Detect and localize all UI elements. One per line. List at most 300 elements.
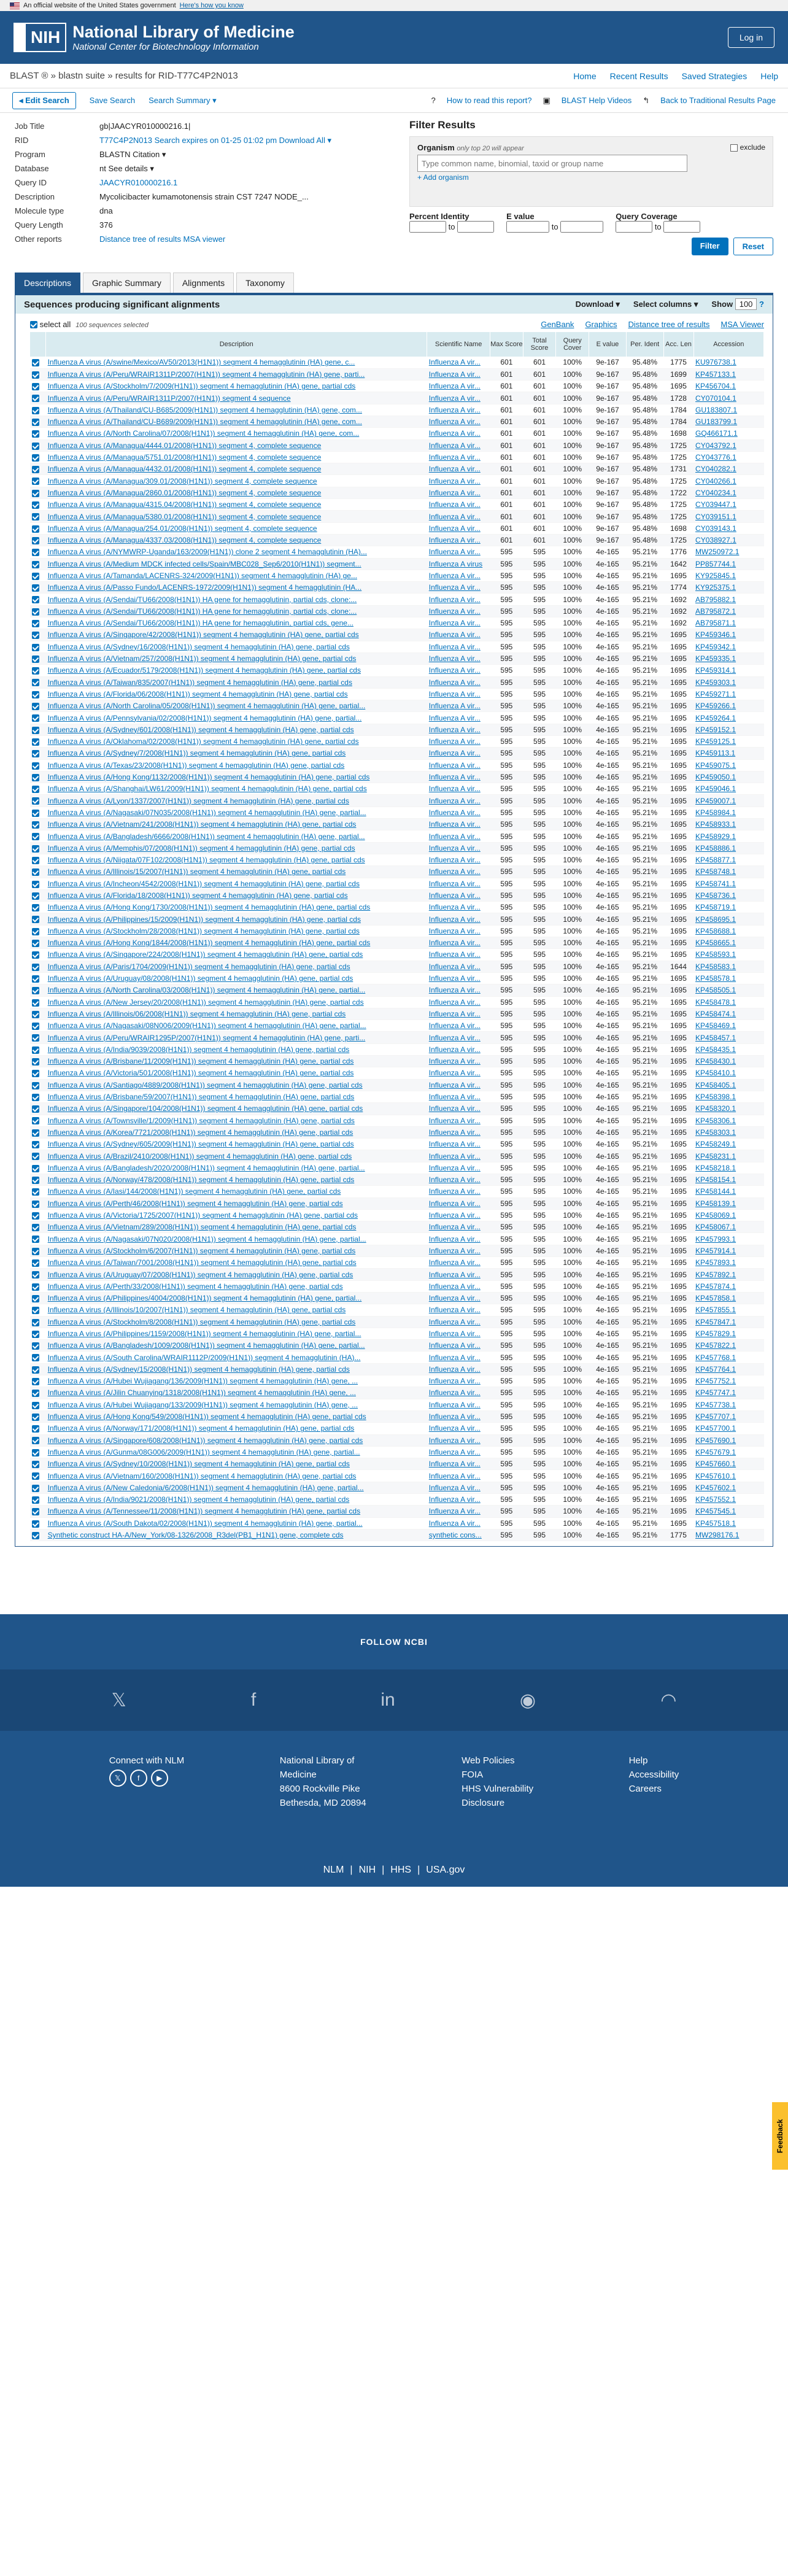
- scientific-name-link[interactable]: Influenza A vir...: [428, 1483, 481, 1492]
- description-link[interactable]: Influenza A virus (A/Norway/171/2008(H1N1)) segment 4 hemagglutinin (HA) gene, partial cds: [47, 1424, 355, 1433]
- scientific-name-link[interactable]: Influenza A vir...: [428, 1116, 481, 1125]
- accession-link[interactable]: KP459346.1: [695, 630, 736, 640]
- description-link[interactable]: Influenza A virus (A/Illinois/06/2008(H1N1)) segment 4 hemagglutinin (HA) gene, partial cds: [47, 1009, 346, 1018]
- accession-link[interactable]: KP457690.1: [695, 1436, 736, 1445]
- accession-link[interactable]: CY043776.1: [695, 453, 736, 462]
- scientific-name-link[interactable]: Influenza A vir...: [428, 1104, 481, 1113]
- accession-link[interactable]: GU183807.1: [695, 405, 738, 414]
- scientific-name-link[interactable]: Influenza A vir...: [428, 903, 481, 912]
- accession-link[interactable]: AB795882.1: [695, 595, 736, 604]
- description-link[interactable]: Influenza A virus (A/swine/Mexico/AV50/2013(H1N1)) segment 4 hemagglutinin (HA) gene, c...: [47, 358, 355, 367]
- description-link[interactable]: Influenza A virus (A/Managua/5380.01/2008(H1N1)) segment 4, complete sequence: [47, 512, 322, 521]
- scientific-name-link[interactable]: Influenza A vir...: [428, 500, 481, 509]
- scientific-name-link[interactable]: Influenza A vir...: [428, 393, 481, 403]
- scientific-name-link[interactable]: Influenza A vir...: [428, 583, 481, 592]
- row-checkbox[interactable]: [32, 928, 39, 935]
- accession-link[interactable]: KP458505.1: [695, 986, 736, 995]
- row-checkbox[interactable]: [32, 1508, 39, 1515]
- accession-link[interactable]: KP459075.1: [695, 760, 736, 770]
- description-link[interactable]: Influenza A virus (A/Sydney/16/2008(H1N1)) segment 4 hemagglutinin (HA) gene, partial cds: [47, 642, 350, 651]
- accession-link[interactable]: KP457545.1: [695, 1507, 736, 1516]
- row-checkbox[interactable]: [32, 774, 39, 781]
- accession-link[interactable]: KP458069.1: [695, 1211, 736, 1220]
- scientific-name-link[interactable]: Influenza A vir...: [428, 666, 481, 675]
- row-checkbox[interactable]: [32, 1011, 39, 1018]
- accession-link[interactable]: KP457768.1: [695, 1353, 736, 1362]
- row-checkbox[interactable]: [32, 892, 39, 900]
- description-link[interactable]: Influenza A virus (A/Brazil/2410/2008(H1N1)) segment 4 hemagglutinin (HA) gene, partial cds: [47, 1151, 352, 1161]
- traditional-results-link[interactable]: Back to Traditional Results Page: [660, 95, 776, 105]
- row-checkbox[interactable]: [32, 821, 39, 829]
- accession-link[interactable]: KP458583.1: [695, 962, 736, 971]
- add-organism-link[interactable]: + Add organism: [417, 173, 469, 182]
- description-link[interactable]: Influenza A virus (A/Sydney/10/2008(H1N1)) segment 4 hemagglutinin (HA) gene, partial cds: [47, 1460, 350, 1469]
- description-link[interactable]: Synthetic construct HA-A/New_York/08-1326/2008_R3del(PB1_H1N1) gene, complete cds: [47, 1531, 344, 1540]
- scientific-name-link[interactable]: Influenza A vir...: [428, 1495, 481, 1504]
- scientific-name-link[interactable]: Influenza A vir...: [428, 1270, 481, 1279]
- row-checkbox[interactable]: [32, 1378, 39, 1385]
- youtube-icon[interactable]: ▶: [151, 1770, 168, 1787]
- description-link[interactable]: Influenza A virus (A/Managua/4315.04/2008(H1N1)) segment 4, complete sequence: [47, 500, 322, 509]
- job-value[interactable]: Distance tree of results MSA viewer: [99, 234, 226, 244]
- accession-link[interactable]: KP458231.1: [695, 1151, 736, 1161]
- accession-link[interactable]: KP457679.1: [695, 1447, 736, 1456]
- accession-link[interactable]: CY040234.1: [695, 488, 736, 497]
- scientific-name-link[interactable]: Influenza A vir...: [428, 1305, 481, 1315]
- help-link[interactable]: Accessibility: [628, 1770, 679, 1781]
- accession-link[interactable]: KP459342.1: [695, 642, 736, 651]
- column-header[interactable]: Acc. Len: [663, 332, 693, 357]
- breadcrumb[interactable]: BLAST ® » blastn suite » results for RID-T77C4P2N013: [10, 71, 238, 81]
- column-header[interactable]: Total Score: [523, 332, 556, 357]
- description-link[interactable]: Influenza A virus (A/North Carolina/03/2008(H1N1)) segment 4 hemagglutinin (HA) gene, partial...: [47, 986, 366, 995]
- scientific-name-link[interactable]: Influenza A vir...: [428, 749, 481, 758]
- accession-link[interactable]: KP458306.1: [695, 1116, 736, 1125]
- description-link[interactable]: Influenza A virus (A/Sydney/15/2008(H1N1)) segment 4 hemagglutinin (HA) gene, partial cds: [47, 1364, 350, 1374]
- row-checkbox[interactable]: [32, 964, 39, 971]
- description-link[interactable]: Influenza A virus (A/Victoria/501/2008(H1N1)) segment 4 hemagglutinin (HA) gene, partial cds: [47, 1069, 354, 1078]
- accession-link[interactable]: AB795871.1: [695, 619, 736, 628]
- scientific-name-link[interactable]: Influenza A vir...: [428, 1093, 481, 1102]
- scientific-name-link[interactable]: Influenza A vir...: [428, 997, 481, 1007]
- description-link[interactable]: Influenza A virus (A/Stockholm/8/2008(H1N1)) segment 4 hemagglutinin (HA) gene, partial cds: [47, 1317, 356, 1326]
- accession-link[interactable]: GU183799.1: [695, 417, 738, 427]
- description-link[interactable]: Influenza A virus (A/North Carolina/05/2008(H1N1)) segment 4 hemagglutinin (HA) gene, partial...: [47, 702, 366, 711]
- row-checkbox[interactable]: [32, 999, 39, 1007]
- description-link[interactable]: Influenza A virus (A/Tennessee/11/2008(H1N1)) segment 4 hemagglutinin (HA) gene, partial cds: [47, 1507, 361, 1516]
- row-checkbox[interactable]: [32, 1034, 39, 1042]
- scientific-name-link[interactable]: Influenza A vir...: [428, 1045, 481, 1054]
- description-link[interactable]: Influenza A virus (A/New Caledonia/6/2008(H1N1)) segment 4 hemagglutinin (HA) gene, partial...: [47, 1483, 364, 1492]
- tab-alignments[interactable]: Alignments: [173, 273, 234, 293]
- accession-link[interactable]: KP458748.1: [695, 867, 736, 876]
- accession-link[interactable]: KP457552.1: [695, 1495, 736, 1504]
- scientific-name-link[interactable]: Influenza A vir...: [428, 760, 481, 770]
- scientific-name-link[interactable]: Influenza A vir...: [428, 465, 481, 474]
- tab-graphic-summary[interactable]: Graphic Summary: [83, 273, 171, 293]
- row-checkbox[interactable]: [32, 1141, 39, 1148]
- percent-identity-min[interactable]: [409, 221, 446, 233]
- row-checkbox[interactable]: [32, 644, 39, 651]
- accession-link[interactable]: KP457660.1: [695, 1460, 736, 1469]
- row-checkbox[interactable]: [32, 632, 39, 639]
- organism-input[interactable]: [417, 155, 687, 172]
- row-checkbox[interactable]: [32, 537, 39, 544]
- scientific-name-link[interactable]: synthetic cons...: [428, 1531, 482, 1540]
- scientific-name-link[interactable]: Influenza A vir...: [428, 737, 481, 746]
- description-link[interactable]: Influenza A virus (A/Vietnam/257/2008(H1N1)) segment 4 hemagglutinin (HA) gene, partial cds: [47, 654, 357, 663]
- description-link[interactable]: Influenza A virus (A/Managua/4432.01/2008(H1N1)) segment 4, complete sequence: [47, 465, 322, 474]
- scientific-name-link[interactable]: Influenza A vir...: [428, 547, 481, 557]
- row-checkbox[interactable]: [32, 1153, 39, 1160]
- description-link[interactable]: Influenza A virus (A/Florida/06/2008(H1N1)) segment 4 hemagglutinin (HA) gene, partial cds: [47, 689, 348, 698]
- nav-link-home[interactable]: Home: [573, 71, 597, 81]
- description-link[interactable]: Influenza A virus (A/Jilin Chuanying/1318/2008(H1N1)) segment 4 hemagglutinin (HA) gene, ...: [47, 1388, 356, 1398]
- description-link[interactable]: Influenza A virus (A/Victoria/1725/2007(H1N1)) segment 4 hemagglutinin (HA) gene, partial cds: [47, 1211, 358, 1220]
- row-checkbox[interactable]: [32, 513, 39, 520]
- row-checkbox[interactable]: [32, 857, 39, 864]
- description-link[interactable]: Influenza A virus (A/Vietnam/289/2008(H1N1)) segment 4 hemagglutinin (HA) gene, partial cds: [47, 1223, 357, 1232]
- column-header[interactable]: Max Score: [490, 332, 523, 357]
- row-checkbox[interactable]: [32, 371, 39, 379]
- row-checkbox[interactable]: [32, 727, 39, 734]
- row-checkbox[interactable]: [32, 987, 39, 994]
- row-checkbox[interactable]: [32, 525, 39, 533]
- scientific-name-link[interactable]: Influenza A vir...: [428, 1246, 481, 1255]
- row-checkbox[interactable]: [32, 1520, 39, 1528]
- edit-search-button[interactable]: ◂ Edit Search: [12, 92, 76, 109]
- accession-link[interactable]: KP456704.1: [695, 382, 736, 391]
- scientific-name-link[interactable]: Influenza A vir...: [428, 488, 481, 497]
- scientific-name-link[interactable]: Influenza A vir...: [428, 619, 481, 628]
- row-checkbox[interactable]: [32, 868, 39, 876]
- accession-link[interactable]: KP458154.1: [695, 1175, 736, 1185]
- row-checkbox[interactable]: [32, 679, 39, 686]
- scientific-name-link[interactable]: Influenza A vir...: [428, 654, 481, 663]
- row-checkbox[interactable]: [32, 620, 39, 627]
- accession-link[interactable]: KP459264.1: [695, 713, 736, 722]
- description-link[interactable]: Influenza A virus (A/Passo Fundo/LACENRS-1972/2009(H1N1)) segment 4 hemagglutinin (HA...: [47, 583, 362, 592]
- scientific-name-link[interactable]: Influenza A vir...: [428, 1069, 481, 1078]
- column-header[interactable]: E value: [589, 332, 627, 357]
- footer-link-usagov[interactable]: USA.gov: [426, 1865, 465, 1876]
- accession-link[interactable]: KP459335.1: [695, 654, 736, 663]
- scientific-name-link[interactable]: Influenza A vir...: [428, 1009, 481, 1018]
- percent-identity-max[interactable]: [457, 221, 494, 233]
- row-checkbox[interactable]: [32, 501, 39, 509]
- row-checkbox[interactable]: [32, 1307, 39, 1314]
- description-link[interactable]: Influenza A virus (A/Stockholm/7/2009(H1N1)) segment 4 hemagglutinin (HA) gene, partial cds: [47, 382, 356, 391]
- accession-link[interactable]: KP457747.1: [695, 1388, 736, 1398]
- accession-link[interactable]: PP857744.1: [695, 559, 736, 568]
- scientific-name-link[interactable]: Influenza A vir...: [428, 1424, 481, 1433]
- description-link[interactable]: Influenza A virus (A/Norway/478/2008(H1N1)) segment 4 hemagglutinin (HA) gene, partial cds: [47, 1175, 355, 1185]
- description-link[interactable]: Influenza A virus (A/Managua/4337.03/2008(H1N1)) segment 4, complete sequence: [47, 536, 322, 545]
- accession-link[interactable]: CY039447.1: [695, 500, 736, 509]
- scientific-name-link[interactable]: Influenza A vir...: [428, 1377, 481, 1386]
- accession-link[interactable]: KP457893.1: [695, 1258, 736, 1267]
- description-link[interactable]: Influenza A virus (A/Singapore/42/2008(H1N1)) segment 4 hemagglutinin (HA) gene, partial cds: [47, 630, 359, 640]
- description-link[interactable]: Influenza A virus (A/Paris/1704/2009(H1N1)) segment 4 hemagglutinin (HA) gene, partial cds: [47, 962, 350, 971]
- description-link[interactable]: Influenza A virus (A/Sydney/601/2008(H1N1)) segment 4 hemagglutinin (HA) gene, partial cds: [47, 725, 354, 734]
- scientific-name-link[interactable]: Influenza A vir...: [428, 1507, 481, 1516]
- scientific-name-link[interactable]: Influenza A vir...: [428, 773, 481, 782]
- scientific-name-link[interactable]: Influenza A vir...: [428, 867, 481, 876]
- row-checkbox[interactable]: [32, 1212, 39, 1220]
- description-link[interactable]: Influenza A virus (A/Florida/18/2008(H1N1)) segment 4 hemagglutinin (HA) gene, partial cds: [47, 891, 348, 900]
- row-checkbox[interactable]: [32, 454, 39, 462]
- description-link[interactable]: Influenza A virus (A/Taiwan/7001/2008(H1N1)) segment 4 hemagglutinin (HA) gene, partial cds: [47, 1258, 357, 1267]
- scientific-name-link[interactable]: Influenza A vir...: [428, 1341, 481, 1350]
- how-you-know-link[interactable]: Here's how you know: [179, 2, 244, 9]
- scientific-name-link[interactable]: Influenza A vir...: [428, 1234, 481, 1244]
- description-link[interactable]: Influenza A virus (A/India/9039/2008(H1N1)) segment 4 hemagglutinin (HA) gene, partial cds: [47, 1045, 350, 1054]
- scientific-name-link[interactable]: Influenza A vir...: [428, 1329, 481, 1338]
- description-link[interactable]: Influenza A virus (A/Singapore/608/2008(H1N1)) segment 4 hemagglutinin (HA) gene, partial cds: [47, 1436, 363, 1445]
- scientific-name-link[interactable]: Influenza A vir...: [428, 843, 481, 853]
- scientific-name-link[interactable]: Influenza A vir...: [428, 1436, 481, 1445]
- row-checkbox[interactable]: [32, 703, 39, 710]
- help-videos-link[interactable]: BLAST Help Videos: [561, 95, 632, 105]
- description-link[interactable]: Influenza A virus (A/Stockholm/6/2007(H1N1)) segment 4 hemagglutinin (HA) gene, partial cds: [47, 1246, 356, 1255]
- column-header[interactable]: Per. Ident: [626, 332, 663, 357]
- policy-link[interactable]: Web Policies: [462, 1755, 515, 1766]
- accession-link[interactable]: KP458736.1: [695, 891, 736, 900]
- accession-link[interactable]: CY040282.1: [695, 465, 736, 474]
- row-checkbox[interactable]: [32, 1023, 39, 1030]
- description-link[interactable]: Influenza A virus (A/Taiwan/835/2007(H1N1)) segment 4 hemagglutinin (HA) gene, partial cds: [47, 678, 352, 687]
- scientific-name-link[interactable]: Influenza A vir...: [428, 938, 481, 948]
- accession-link[interactable]: KP458719.1: [695, 903, 736, 912]
- description-link[interactable]: Influenza A virus (A/Bangladesh/1009/2008(H1N1)) segment 4 hemagglutinin (HA) gene, partial...: [47, 1341, 365, 1350]
- row-checkbox[interactable]: [32, 1366, 39, 1374]
- accession-link[interactable]: KP458249.1: [695, 1140, 736, 1149]
- scientific-name-link[interactable]: Influenza A vir...: [428, 1057, 481, 1066]
- evalue-max[interactable]: [560, 221, 603, 233]
- scientific-name-link[interactable]: Influenza A vir...: [428, 1471, 481, 1480]
- column-header[interactable]: Accession: [693, 332, 763, 357]
- row-checkbox[interactable]: [32, 466, 39, 473]
- job-value[interactable]: T77C4P2N013 Search expires on 01-25 01:02 pm Download All ▾: [99, 135, 331, 145]
- description-link[interactable]: Influenza A virus (A/Perth/46/2008(H1N1)) segment 4 hemagglutinin (HA) gene, partial cds: [47, 1199, 343, 1208]
- accession-link[interactable]: KP458469.1: [695, 1021, 736, 1031]
- row-checkbox[interactable]: [32, 1094, 39, 1101]
- scientific-name-link[interactable]: Influenza A vir...: [428, 689, 481, 698]
- description-link[interactable]: Influenza A virus (A/Nagasaki/08N006/2009(H1N1)) segment 4 hemagglutinin (HA) gene, partial...: [47, 1021, 366, 1031]
- scientific-name-link[interactable]: Influenza A vir...: [428, 713, 481, 722]
- description-link[interactable]: Influenza A virus (A/Townsville/1/2009(H1N1)) segment 4 hemagglutinin (HA) gene, partial cds: [47, 1116, 355, 1125]
- description-link[interactable]: Influenza A virus (A/Philippines/15/2009(H1N1)) segment 4 hemagglutinin (HA) gene, partial cds: [47, 915, 361, 924]
- column-header[interactable]: Description: [46, 332, 427, 357]
- row-checkbox[interactable]: [32, 1295, 39, 1302]
- scientific-name-link[interactable]: Influenza A vir...: [428, 702, 481, 711]
- row-checkbox[interactable]: [32, 797, 39, 805]
- twitter-icon[interactable]: 𝕏: [109, 1770, 126, 1787]
- filter-button[interactable]: Filter: [692, 238, 728, 255]
- row-checkbox[interactable]: [32, 1283, 39, 1291]
- accession-link[interactable]: KP459113.1: [695, 749, 736, 758]
- login-button[interactable]: Log in: [728, 27, 774, 48]
- scientific-name-link[interactable]: Influenza A vir...: [428, 1400, 481, 1409]
- accession-link[interactable]: MW298176.1: [695, 1531, 740, 1540]
- description-link[interactable]: Influenza A virus (A/Managua/2860.01/2008(H1N1)) segment 4, complete sequence: [47, 488, 322, 497]
- description-link[interactable]: Influenza A virus (A/Santiago/4889/2008(H1N1)) segment 4 hemagglutinin (HA) gene, partial cds: [47, 1080, 363, 1089]
- accession-link[interactable]: CY040266.1: [695, 476, 736, 485]
- row-checkbox[interactable]: [32, 1532, 39, 1539]
- accession-link[interactable]: KP459271.1: [695, 689, 736, 698]
- accession-link[interactable]: KP458578.1: [695, 974, 736, 983]
- description-link[interactable]: Influenza A virus (A/Sydney/605/2009(H1N1)) segment 4 hemagglutinin (HA) gene, partial cds: [47, 1140, 354, 1149]
- select-columns-dropdown[interactable]: Select columns ▾: [633, 300, 698, 309]
- facebook-icon[interactable]: f: [130, 1770, 147, 1787]
- scientific-name-link[interactable]: Influenza A vir...: [428, 926, 481, 935]
- accession-link[interactable]: KP457847.1: [695, 1317, 736, 1326]
- accession-link[interactable]: KP457133.1: [695, 369, 736, 379]
- row-checkbox[interactable]: [32, 383, 39, 390]
- description-link[interactable]: Influenza A virus (A/South Dakota/02/2008(H1N1)) segment 4 hemagglutinin (HA) gene, partial...: [47, 1518, 363, 1528]
- accession-link[interactable]: KP458474.1: [695, 1009, 736, 1018]
- description-link[interactable]: Influenza A virus (A/NYMWRP-Uganda/163/2009(H1N1)) clone 2 segment 4 hemagglutinin (HA)...: [47, 547, 367, 557]
- row-checkbox[interactable]: [32, 395, 39, 402]
- description-link[interactable]: Influenza A virus (A/South Carolina/WRAIR1112P/2009(H1N1)) segment 4 hemagglutinin (HA)...: [47, 1353, 361, 1362]
- accession-link[interactable]: KP458593.1: [695, 950, 736, 959]
- row-checkbox[interactable]: [32, 1485, 39, 1492]
- description-link[interactable]: Influenza A virus (A/New Jersey/20/2008(H1N1)) segment 4 hemagglutinin (HA) gene, partial cds: [47, 997, 364, 1007]
- row-checkbox[interactable]: [32, 1058, 39, 1066]
- help-link[interactable]: Careers: [628, 1784, 662, 1795]
- row-checkbox[interactable]: [32, 951, 39, 959]
- row-checkbox[interactable]: [32, 691, 39, 698]
- row-checkbox[interactable]: [32, 1461, 39, 1468]
- row-checkbox[interactable]: [32, 786, 39, 793]
- description-link[interactable]: Influenza A virus (A/Hong Kong/1132/2008(H1N1)) segment 4 hemagglutinin (HA) gene, partial cds: [47, 773, 370, 782]
- accession-link[interactable]: KP458303.1: [695, 1127, 736, 1137]
- row-checkbox[interactable]: [32, 1177, 39, 1184]
- accession-link[interactable]: KY925375.1: [695, 583, 736, 592]
- accession-link[interactable]: KP458218.1: [695, 1163, 736, 1172]
- description-link[interactable]: Influenza A virus (A/Hong Kong/1730/2008(H1N1)) segment 4 hemagglutinin (HA) gene, partial cds: [47, 903, 371, 912]
- accession-link[interactable]: KP457874.1: [695, 1282, 736, 1291]
- row-checkbox[interactable]: [32, 1105, 39, 1113]
- description-link[interactable]: Influenza A virus (A/Hubei Wujiagang/136/2009(H1N1)) segment 4 hemagglutinin (HA) gene, ...: [47, 1377, 358, 1386]
- row-checkbox[interactable]: [32, 738, 39, 746]
- description-link[interactable]: Influenza A virus (A/Peru/WRAIR1311P/2007(H1N1)) segment 4 sequence: [47, 393, 291, 403]
- row-checkbox[interactable]: [32, 750, 39, 757]
- row-checkbox[interactable]: [32, 1082, 39, 1089]
- accession-link[interactable]: KP457518.1: [695, 1518, 736, 1528]
- description-link[interactable]: Influenza A virus (A/Sendai/TU66/2008(H1N1)) HA gene for hemagglutinin, partial cds, clone:...: [47, 606, 357, 616]
- accession-link[interactable]: KP458688.1: [695, 926, 736, 935]
- description-link[interactable]: Influenza A virus (A/India/9021/2008(H1N1)) segment 4 hemagglutinin (HA) gene, partial cds: [47, 1495, 350, 1504]
- accession-link[interactable]: KP457752.1: [695, 1377, 736, 1386]
- row-checkbox[interactable]: [32, 1188, 39, 1196]
- scientific-name-link[interactable]: Influenza A vir...: [428, 1021, 481, 1031]
- scientific-name-link[interactable]: Influenza A vir...: [428, 1187, 481, 1196]
- nav-link-recent-results[interactable]: Recent Results: [609, 71, 668, 81]
- scientific-name-link[interactable]: Influenza A vir...: [428, 1211, 481, 1220]
- accession-link[interactable]: KP458695.1: [695, 915, 736, 924]
- footer-link-nih[interactable]: NIH: [358, 1865, 376, 1876]
- accession-link[interactable]: KP457914.1: [695, 1246, 736, 1255]
- tab-taxonomy[interactable]: Taxonomy: [236, 273, 294, 293]
- accession-link[interactable]: CY070104.1: [695, 393, 736, 403]
- accession-link[interactable]: KP458139.1: [695, 1199, 736, 1208]
- accession-link[interactable]: GQ466171.1: [695, 429, 738, 438]
- scientific-name-link[interactable]: Influenza A vir...: [428, 891, 481, 900]
- scientific-name-link[interactable]: Influenza A vir...: [428, 642, 481, 651]
- msa-viewer-link[interactable]: MSA Viewer: [720, 319, 764, 329]
- accession-link[interactable]: KY925845.1: [695, 571, 736, 580]
- row-checkbox[interactable]: [32, 881, 39, 888]
- row-checkbox[interactable]: [32, 596, 39, 603]
- scientific-name-link[interactable]: Influenza A vir...: [428, 678, 481, 687]
- description-link[interactable]: Influenza A virus (A/Illinois/10/2007(H1N1)) segment 4 hemagglutinin (HA) gene, partial cds: [47, 1305, 346, 1315]
- accession-link[interactable]: CY038927.1: [695, 536, 736, 545]
- accession-link[interactable]: KP459007.1: [695, 796, 736, 805]
- scientific-name-link[interactable]: Influenza A vir...: [428, 1388, 481, 1398]
- description-link[interactable]: Influenza A virus (A/Lyon/1337/2007(H1N1)) segment 4 hemagglutinin (HA) gene, partial cds: [47, 796, 349, 805]
- row-checkbox[interactable]: [32, 1259, 39, 1267]
- scientific-name-link[interactable]: Influenza A vir...: [428, 820, 481, 829]
- query-coverage-min[interactable]: [616, 221, 652, 233]
- scientific-name-link[interactable]: Influenza A vir...: [428, 1163, 481, 1172]
- accession-link[interactable]: KP457700.1: [695, 1424, 736, 1433]
- job-value[interactable]: JAACYR010000216.1: [99, 178, 178, 187]
- row-checkbox[interactable]: [32, 714, 39, 722]
- accession-link[interactable]: CY039143.1: [695, 524, 736, 533]
- scientific-name-link[interactable]: Influenza A vir...: [428, 405, 481, 414]
- scientific-name-link[interactable]: Influenza A vir...: [428, 358, 481, 367]
- scientific-name-link[interactable]: Influenza A vir...: [428, 915, 481, 924]
- description-link[interactable]: Influenza A virus (A/Sendai/TU66/2008(H1N1)) HA gene for hemagglutinin, partial cds, gene...: [47, 619, 353, 628]
- row-checkbox[interactable]: [32, 1472, 39, 1480]
- description-link[interactable]: Influenza A virus (A/Singapore/224/2008(H1N1)) segment 4 hemagglutinin (HA) gene, partial cds: [47, 950, 363, 959]
- distance-tree-of-results-link[interactable]: Distance tree of results: [628, 319, 710, 329]
- scientific-name-link[interactable]: Influenza A vir...: [428, 571, 481, 580]
- accession-link[interactable]: KP458457.1: [695, 1033, 736, 1042]
- row-checkbox[interactable]: [32, 940, 39, 947]
- scientific-name-link[interactable]: Influenza A vir...: [428, 1199, 481, 1208]
- row-checkbox[interactable]: [32, 1070, 39, 1077]
- accession-link[interactable]: MW250972.1: [695, 547, 740, 557]
- scientific-name-link[interactable]: Influenza A vir...: [428, 441, 481, 450]
- accession-link[interactable]: KP458877.1: [695, 856, 736, 865]
- accession-link[interactable]: KP457610.1: [695, 1471, 736, 1480]
- row-checkbox[interactable]: [32, 573, 39, 580]
- accession-link[interactable]: KP457707.1: [695, 1412, 736, 1421]
- scientific-name-link[interactable]: Influenza A vir...: [428, 595, 481, 604]
- description-link[interactable]: Influenza A virus (A/Thailand/CU-B689/2009(H1N1)) segment 4 hemagglutinin (HA) gene, com...: [47, 417, 362, 427]
- row-checkbox[interactable]: [32, 1165, 39, 1172]
- row-checkbox[interactable]: [32, 1117, 39, 1124]
- accession-link[interactable]: KP457822.1: [695, 1341, 736, 1350]
- accession-link[interactable]: KP457855.1: [695, 1305, 736, 1315]
- description-link[interactable]: Influenza A virus (A/Tamanda/LACENRS-324/2009(H1N1)) segment 4 hemagglutinin (HA) ge...: [47, 571, 357, 580]
- accession-link[interactable]: KP457764.1: [695, 1364, 736, 1374]
- accession-link[interactable]: KP458430.1: [695, 1057, 736, 1066]
- row-checkbox[interactable]: [32, 1342, 39, 1350]
- accession-link[interactable]: KP458398.1: [695, 1093, 736, 1102]
- row-checkbox[interactable]: [32, 1201, 39, 1208]
- description-link[interactable]: Influenza A virus (A/Gunma/08G006/2009(H1N1)) segment 4 hemagglutinin (HA) gene, partial...: [47, 1447, 360, 1456]
- rss-icon[interactable]: ◠: [660, 1690, 677, 1711]
- accession-link[interactable]: KP458405.1: [695, 1080, 736, 1089]
- row-checkbox[interactable]: [32, 1331, 39, 1338]
- linkedin-icon[interactable]: in: [380, 1690, 395, 1711]
- policy-link[interactable]: FOIA: [462, 1770, 484, 1781]
- scientific-name-link[interactable]: Influenza A vir...: [428, 879, 481, 888]
- accession-link[interactable]: KP458320.1: [695, 1104, 736, 1113]
